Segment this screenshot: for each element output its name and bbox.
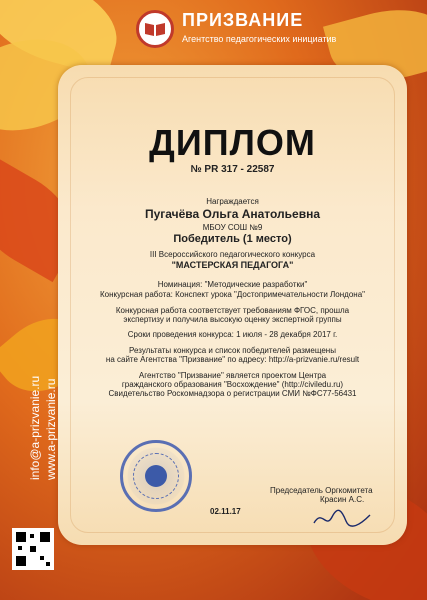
contest-work: Конкурсная работа: Конспект урока "Достопримечательности Лондона" — [99, 290, 365, 299]
compliance-text: Конкурсная работа соответствует требованиям ФГОС, прошла — [115, 306, 350, 315]
logo-subtitle: Агентство педагогических инициатив — [182, 34, 337, 44]
compliance-text: экспертизу и получила высокую оценку экспертной группы — [123, 315, 342, 324]
results-text: Результаты конкурса и список победителей размещены — [129, 346, 336, 355]
project-text: гражданского образования "Восхождение" (http://civiledu.ru) — [121, 380, 344, 389]
diploma-title: ДИПЛОМ — [149, 122, 316, 163]
agency-logo — [136, 6, 386, 52]
award-place: Победитель (1 место) — [173, 233, 292, 245]
chair-name: Красин А.С. — [320, 495, 365, 504]
contest-dates: Сроки проведения конкурса: 1 июля - 28 декабря 2017 г. — [127, 330, 338, 339]
registration-text: Свидетельство Роскомнадзора о регистрации СМИ №ФС77-56431 — [108, 389, 357, 398]
book-icon — [136, 10, 174, 48]
contest-name: "МАСТЕРСКАЯ ПЕДАГОГА" — [171, 260, 294, 270]
logo-title: ПРИЗВАНИЕ — [182, 10, 304, 30]
diploma-number: № PR 317 - 22587 — [190, 164, 275, 175]
issue-date: 02.11.17 — [210, 507, 241, 516]
contact-website[interactable]: www.a-prizvanie.ru — [44, 378, 58, 480]
nomination: Номинация: "Методические разработки" — [157, 280, 308, 289]
results-text: на сайте Агентства "Призвание" по адресу: http://a-prizvanie.ru/result — [105, 355, 360, 364]
contest-line: III Всероссийского педагогического конкурса — [149, 250, 316, 259]
chair-title: Председатель Оргкомитета — [270, 486, 373, 495]
recipient-school: МБОУ СОШ №9 — [202, 223, 263, 232]
contact-email[interactable]: info@a-prizvanie.ru — [28, 375, 42, 480]
qr-code — [12, 528, 54, 570]
signature — [312, 507, 372, 529]
official-stamp — [120, 440, 192, 512]
recipient-name: Пугачёва Ольга Анатольевна — [144, 207, 321, 221]
project-text: Агентство "Призвание" является проектом Центра — [138, 371, 327, 380]
awarded-label: Награждается — [206, 197, 259, 206]
